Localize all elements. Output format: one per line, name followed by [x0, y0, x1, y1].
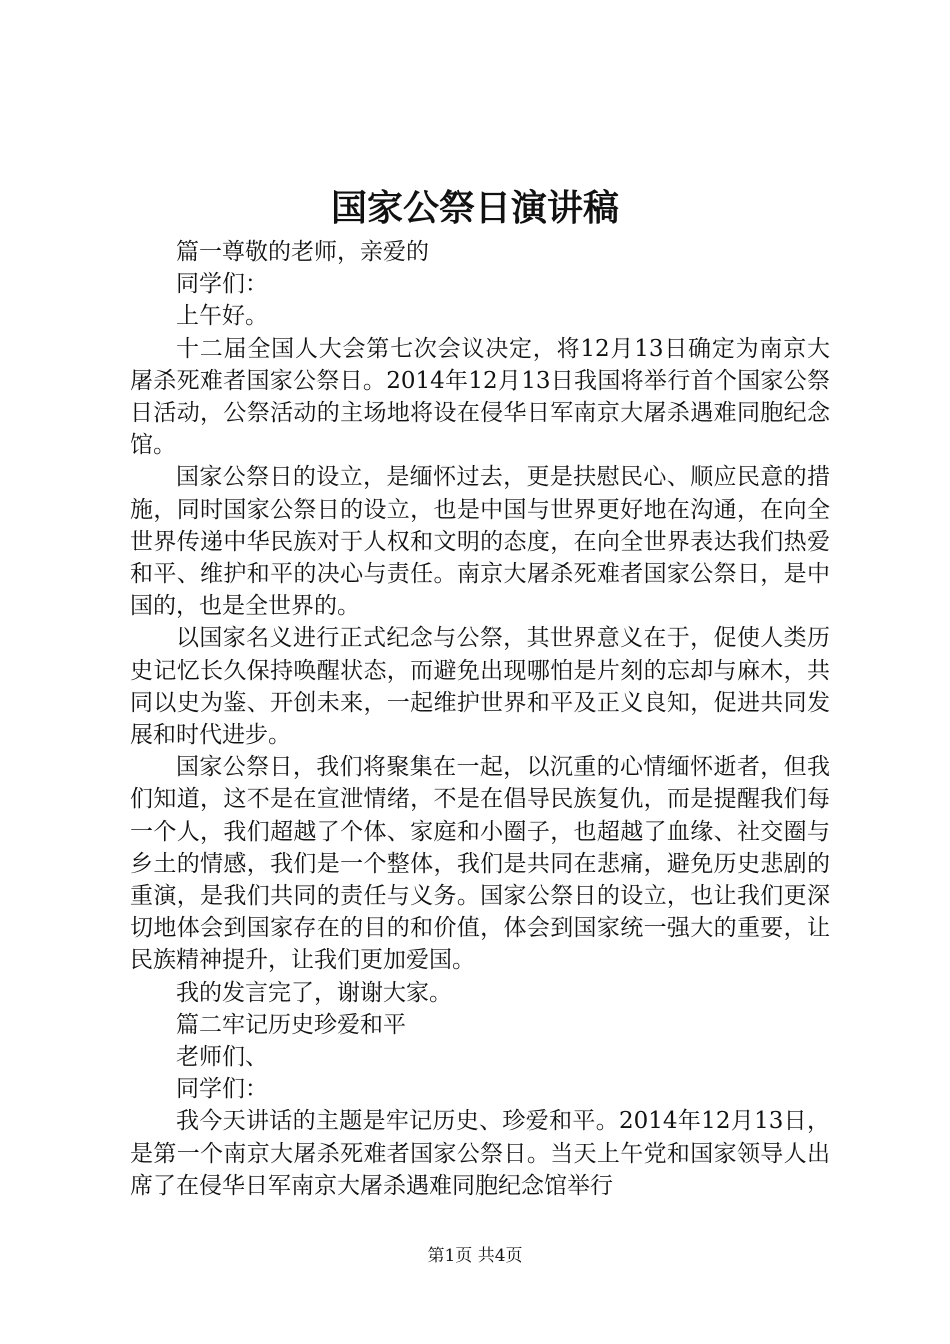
document-title: 国家公祭日演讲稿 — [330, 187, 619, 229]
paragraph: 上午好。 — [176, 303, 268, 330]
paragraph: 篇二牢记历史珍爱和平 — [176, 1011, 406, 1038]
paragraph: 国家公祭日的设立，是缅怀过去，更是扶慰民心、顺应民意的措施，同时国家公祭日的设立，也是中国与世界更好地在沟通，在向全世界传递中华民族对于人权和文明的态度，在向全世界表达我们热爱和平、维护和平的决心与责任。南京大屠杀死难者国家公祭日，是中国的，也是全世界的。 — [130, 464, 830, 620]
paragraph: 国家公祭日，我们将聚集在一起，以沉重的心情缅怀逝者，但我们知道，这不是在宣泄情绪，不是在倡导民族复仇，而是提醒我们每一个人，我们超越了个体、家庭和小圈子，也超越了血缘、社交圈与乡土的情感，我们是一个整体，我们是共同在悲痛，避免历史悲剧的重演，是我们共同的责任与义务。国家公祭日的设立，也让我们更深切地体会到国家存在的目的和价值，体会到国家统一强大的重要，让民族精神提升，让我们更加爱国。 — [130, 754, 830, 974]
paragraph: 我今天讲话的主题是牢记历史、珍爱和平。2014年12月13日，是第一个南京大屠杀死难者国家公祭日。当天上午党和国家领导人出席了在侵华日军南京大屠杀遇难同胞纪念馆举行 — [130, 1108, 830, 1199]
paragraph: 以国家名义进行正式纪念与公祭，其世界意义在于，促使人类历史记忆长久保持唤醒状态，而避免出现哪怕是片刻的忘却与麻木，共同以史为鉴、开创未来，一起维护世界和平及正义良知，促进共同发展和时代进步。 — [130, 625, 830, 749]
page-footer: 第1页 共4页 — [427, 1246, 523, 1266]
paragraph: 十二届全国人大会第七次会议决定，将12月13日确定为南京大屠杀死难者国家公祭日。2014年12月13日我国将举行首个国家公祭日活动，公祭活动的主场地将设在侵华日军南京大屠杀遇难同胞纪念馆。 — [130, 335, 830, 459]
paragraph: 同学们： — [176, 1076, 268, 1103]
paragraph: 老师们、 — [176, 1044, 268, 1071]
paragraph: 我的发言完了，谢谢大家。 — [176, 979, 452, 1006]
paragraph: 同学们： — [176, 271, 268, 298]
paragraph: 篇一尊敬的老师，亲爱的 — [176, 239, 429, 265]
document-body — [130, 236, 830, 1202]
